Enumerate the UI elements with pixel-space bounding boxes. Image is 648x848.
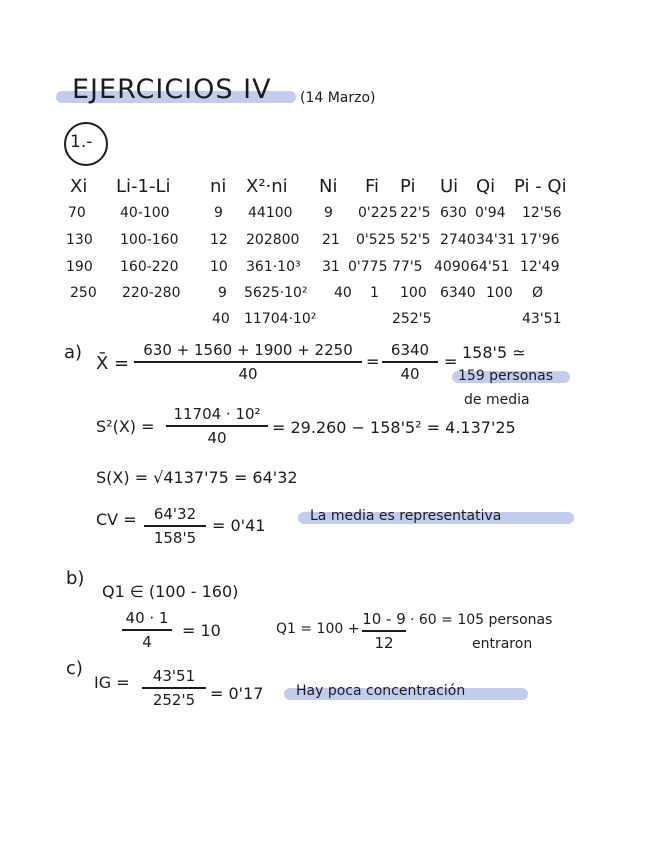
- fraction-bar: [362, 630, 406, 632]
- mean-equals-2: =: [444, 352, 458, 371]
- variance-rest: = 29.260 − 158'5² = 4.137'25: [272, 418, 516, 437]
- cell: 9: [214, 205, 223, 221]
- cell: 630: [440, 205, 467, 221]
- cell: 21: [322, 232, 340, 248]
- header-pi-qi: Pi - Qi: [514, 176, 567, 197]
- cell: 10: [210, 259, 228, 275]
- cell: 52'5: [400, 232, 431, 248]
- q1-position-fraction: [122, 608, 172, 652]
- ig-lhs: IG =: [94, 673, 130, 692]
- total-pi-qi: 43'51: [522, 311, 562, 327]
- cell: 1: [370, 285, 379, 301]
- fraction-bar: [142, 687, 206, 689]
- header-ui: Ui: [440, 176, 459, 197]
- cell: 12'56: [522, 205, 562, 221]
- cell: 130: [66, 232, 93, 248]
- cv-lhs: CV =: [96, 510, 137, 529]
- cv-fraction: [144, 504, 206, 548]
- title-date: (14 Marzo): [300, 90, 376, 106]
- ig-denominator: 252'5: [152, 690, 196, 709]
- cell: 190: [66, 259, 93, 275]
- mean2-numerator: 6340: [390, 341, 430, 359]
- mean2-denominator: 40: [400, 364, 420, 383]
- cell: 2740: [440, 232, 476, 248]
- q1-position-numerator: 40 · 1: [125, 609, 169, 627]
- mean-denominator: 40: [238, 364, 258, 383]
- variance-lhs: S²(X) =: [96, 417, 155, 436]
- mean-lhs: X̄ =: [96, 353, 130, 374]
- variance-numerator: 11704 · 10²: [173, 405, 261, 423]
- cell: 64'51: [470, 259, 510, 275]
- fraction-bar: [144, 525, 206, 527]
- q1-position-denominator: 4: [142, 632, 152, 651]
- cell: 34'31: [476, 232, 516, 248]
- q1-note: entraron: [472, 636, 533, 652]
- cv-denominator: 158'5: [153, 528, 197, 547]
- cell: 77'5: [392, 259, 423, 275]
- q1-rest: · 60 = 105 personas: [410, 612, 553, 628]
- cell: 70: [68, 205, 86, 221]
- cell: 9: [324, 205, 333, 221]
- header-x2ni: X²·ni: [246, 176, 288, 197]
- cell: 44100: [248, 205, 293, 221]
- cell: 6340: [440, 285, 476, 301]
- mean-note-line2: de media: [464, 392, 530, 408]
- header-ni: ni: [210, 176, 227, 197]
- cell: 12'49: [520, 259, 560, 275]
- mean-numerator: 630 + 1560 + 1900 + 2250: [143, 341, 353, 359]
- cell: 40-100: [120, 205, 170, 221]
- header-Ni: Ni: [319, 176, 338, 197]
- cell: 40: [334, 285, 352, 301]
- part-c-label: c): [66, 658, 83, 679]
- cell: 4090: [434, 259, 470, 275]
- page-title: EJERCICIOS IV: [72, 74, 272, 105]
- header-qi: Qi: [476, 176, 496, 197]
- cell: 220-280: [122, 285, 181, 301]
- cell: 9: [218, 285, 227, 301]
- cell: 22'5: [400, 205, 431, 221]
- fraction-bar: [122, 629, 172, 631]
- fraction-bar: [382, 361, 438, 363]
- mean-result: 158'5 ≃: [462, 343, 526, 362]
- cell: 0'775: [348, 259, 388, 275]
- cell: 0'225: [358, 205, 398, 221]
- cell: 250: [70, 285, 97, 301]
- cell: 160-220: [120, 259, 179, 275]
- exercise-number: 1.-: [70, 132, 93, 152]
- fraction-bar: [134, 361, 362, 363]
- fraction-bar: [166, 425, 268, 427]
- mean-equals-1: =: [366, 352, 380, 371]
- ig-fraction: [142, 666, 206, 710]
- variance-denominator: 40: [207, 428, 227, 447]
- ig-numerator: 43'51: [152, 667, 196, 685]
- mean-fraction-2: [382, 340, 438, 384]
- q1-numerator: 10 - 9: [362, 610, 406, 628]
- cell: 100: [486, 285, 513, 301]
- total-x2ni: 11704·10²: [244, 311, 317, 327]
- header-xi: Xi: [70, 176, 88, 197]
- standard-deviation: S(X) = √4137'75 = 64'32: [96, 468, 298, 487]
- cv-note: La media es representativa: [310, 508, 502, 524]
- cell: 12: [210, 232, 228, 248]
- mean-note-line1: 159 personas: [458, 368, 554, 384]
- q1-fraction: [362, 609, 406, 653]
- total-ni: 40: [212, 311, 230, 327]
- mean-fraction: [134, 340, 362, 384]
- q1-position-result: = 10: [182, 621, 221, 640]
- cell: 0'525: [356, 232, 396, 248]
- cv-result: = 0'41: [212, 516, 266, 535]
- ig-note: Hay poca concentración: [296, 683, 466, 699]
- q1-lhs: Q1 = 100 +: [276, 621, 360, 637]
- q1-denominator: 12: [374, 633, 394, 652]
- cell: Ø: [532, 285, 544, 301]
- part-a-label: a): [64, 342, 83, 363]
- header-fi: Fi: [365, 176, 380, 197]
- cell: 100-160: [120, 232, 179, 248]
- cell: 0'94: [475, 205, 506, 221]
- total-pi: 252'5: [392, 311, 432, 327]
- cell: 202800: [246, 232, 300, 248]
- cell: 100: [400, 285, 427, 301]
- variance-fraction: [166, 404, 268, 448]
- cell: 5625·10²: [244, 285, 308, 301]
- cell: 17'96: [520, 232, 560, 248]
- cv-numerator: 64'32: [153, 505, 197, 523]
- cell: 31: [322, 259, 340, 275]
- q1-interval: Q1 ∈ (100 - 160): [102, 582, 239, 601]
- part-b-label: b): [66, 568, 85, 589]
- header-pi: Pi: [400, 176, 416, 197]
- ig-result: = 0'17: [210, 684, 264, 703]
- cell: 361·10³: [246, 259, 301, 275]
- header-interval: Li-1-Li: [116, 176, 171, 197]
